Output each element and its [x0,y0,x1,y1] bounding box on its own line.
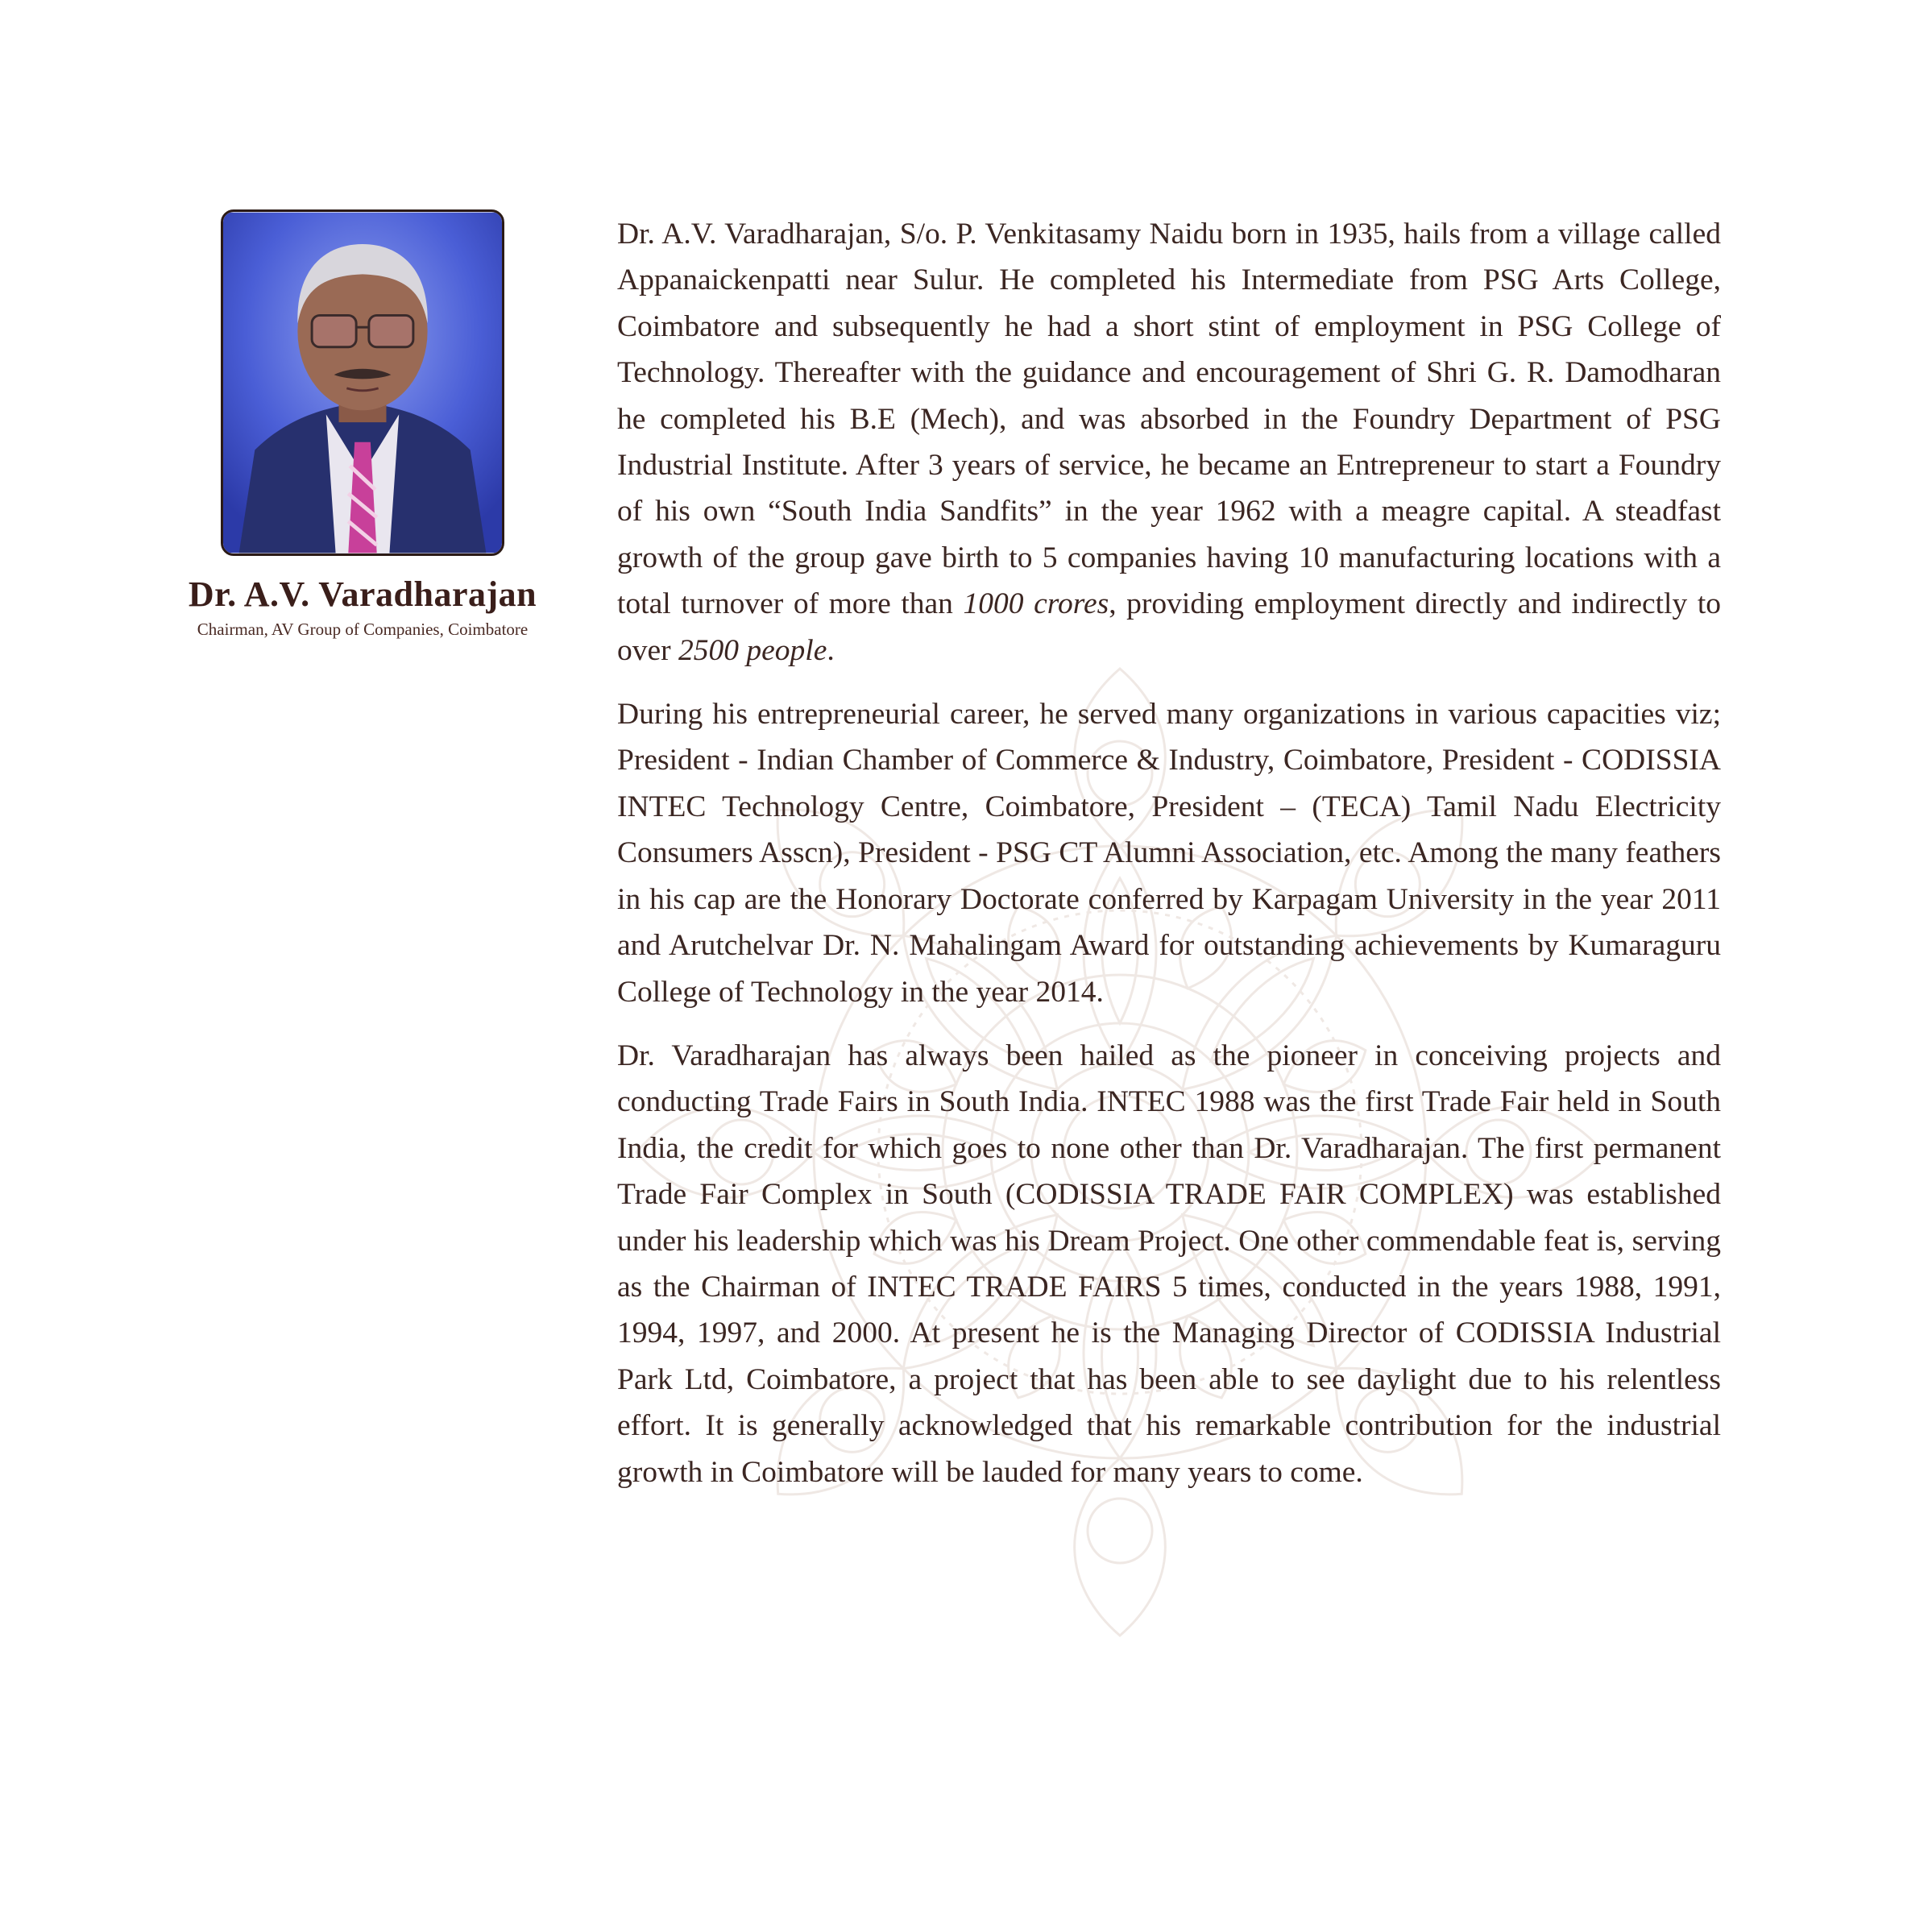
biography-paragraph-1 [617,211,1721,674]
portrait-photo [221,209,504,556]
portrait-icon [223,212,502,553]
turnover-value: 1000 crores [963,587,1109,621]
biography-paragraph-3: Dr. Varadharajan has always been hailed as the pioneer in conceiving projects and conducting Trade Fairs in South India. INTEC 1988 was the first Trade Fair held in South India, the credit for which goes to none other than Dr. Varadharajan. The first permanent Trade Fair Complex in South (CODISSIA TRADE FAIR COMPLEX) was established under his leadership which was his Dream Project. One other commendable feat is, serving as the Chairman of INTEC TRADE FAIRS 5 times, conducted in the years 1988, 1991, 1994, 1997, and 2000. At present he is the Managing Director of CODISSIA Industrial Park Ltd, Coimbatore, a project that has been able to see daylight due to his relentless effort. It is generally acknowledged that his remarkable contribution for the industrial growth in Coimbatore will be lauded for many years to come. [617,1039,1721,1489]
profile-card [129,209,596,640]
biography [617,211,1721,1513]
profile-title: Chairman, AV Group of Companies, Coimbatore [197,620,529,639]
biography-text: . [827,633,835,667]
biography-text: Dr. A.V. Varadharajan, S/o. P. Venkitasamy Naidu born in 1935, hails from a village called Appanaickenpatti near Sulur. He completed his Intermediate from PSG Arts College, Coimbatore and subsequently he had a short stint of employment in PSG College of Technology. Thereafter with the guidance and encouragement of Shri G. R. Damodharan he completed his B.E (Mech), and was absorbed in the Foundry Department of PSG Industrial Institute. After 3 years of service, he became an Entrepreneur to start a Foundry of his own “South India Sandfits” in the year 1962 with a meagre capital. A steadfast growth of the group gave birth to 5 companies having 10 manufacturing locations with a total turnover of more than [617,218,1721,621]
employment-value: 2500 people [678,633,827,667]
profile-name: Dr. A.V. Varadharajan [188,574,537,614]
biography-paragraph-2: During his entrepreneurial career, he served many organizations in various capacities viz; President - Indian Chamber of Commerce & Industry, Coimbatore, President - CODISSIA INTEC Technology Centre, Coimbatore, President – (TECA) Tamil Nadu Electricity Consumers Asscn), President - PSG CT Alumni Association, etc. Among the many feathers in his cap are the Honorary Doctorate conferred by Karpagam University in the year 2011 and Arutchelvar Dr. N. Mahalingam Award for outstanding achievements by Kumaraguru College of Technology in the year 2014. [617,698,1721,1009]
biography-text: , providing employment directly and indirectly to over [617,587,1721,667]
